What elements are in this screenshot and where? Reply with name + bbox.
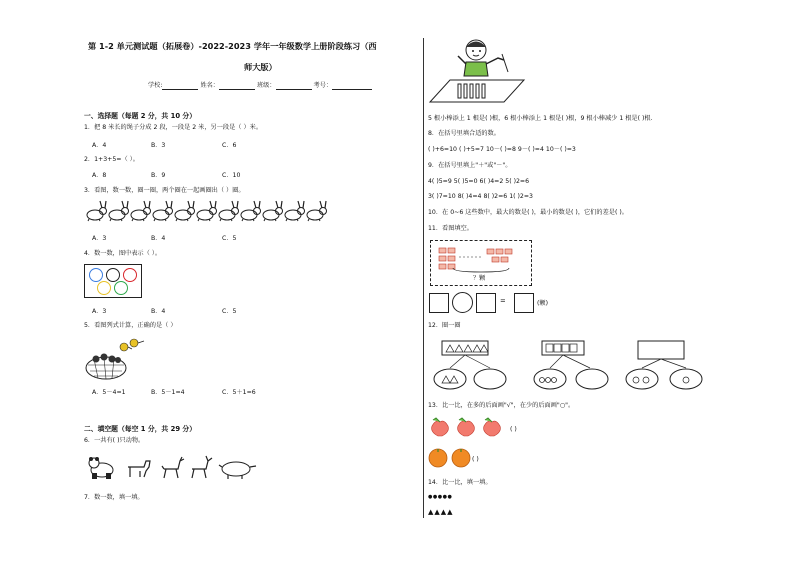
black-ring	[106, 268, 120, 282]
animals-image	[88, 455, 263, 481]
student-info-row	[148, 82, 372, 90]
section2-heading: 二、填空题（每空 1 分，共 29 分）	[84, 425, 197, 433]
school-blank[interactable]	[162, 82, 198, 90]
yellow-ring	[97, 281, 111, 295]
candy-question-label: ？颗	[473, 275, 486, 282]
name-blank[interactable]	[219, 82, 255, 90]
q14-triangles-row: ▲▲▲▲	[428, 508, 454, 516]
question-6: 6．一共有( )只动物。	[84, 437, 145, 444]
peaches-image	[428, 416, 508, 438]
question-5: 5．看图列式计算，正确的是（ ）	[84, 322, 177, 329]
question-1: 1．把 8 米长的绳子分成 2 段，一段是 2 米，另一段是（ ）米。	[84, 124, 263, 131]
oranges-image	[428, 447, 474, 469]
unit-label: (颗)	[537, 300, 549, 307]
question-14: 14．比一比，填一填。	[428, 479, 492, 486]
question-3: 3．看图，数一数，圈一圈，两个圈在一起画圈出（ ）圈。	[84, 187, 245, 194]
q4-option-c[interactable]: C．5	[222, 308, 237, 315]
q9-row2: 3( )7=10 8( )4=4 8( )2=6 1( )2=3	[428, 193, 533, 200]
rings-image	[84, 264, 142, 298]
question-7: 7．数一数，填一填。	[84, 494, 144, 501]
q1-option-b[interactable]: B．3	[151, 142, 166, 149]
question-12: 12．圈一圈	[428, 322, 461, 329]
q4-option-a[interactable]: A．3	[92, 308, 107, 315]
question-13: 13．比一比，在多的后面画"√"，在少的后面画"○"。	[428, 402, 575, 409]
q13-answer-oranges[interactable]: ( )	[472, 456, 479, 463]
q9-row1: 4( )5=9 5( )5=0 6( )4=2 5( )2=6	[428, 178, 530, 185]
q5-option-c[interactable]: C．5＋1=6	[222, 389, 256, 396]
question-4: 4．数一数，图中表示（ ）。	[84, 250, 162, 257]
id-label: 考号：	[313, 82, 333, 89]
q3-option-a[interactable]: A．3	[92, 235, 107, 242]
q1-option-c[interactable]: C．6	[222, 142, 237, 149]
q2-option-c[interactable]: C．10	[222, 172, 241, 179]
page-title-line1: 第 1-2 单元测试题（拓展卷）-2022-2023 学年一年级数学上册阶段练习（西	[88, 41, 377, 51]
school-label: 学校:	[148, 82, 163, 89]
section1-heading: 一、选择题（每题 2 分，共 10 分）	[84, 112, 197, 120]
q13-answer-peaches[interactable]: ( )	[510, 426, 517, 433]
question-9: 9．在括号里填上"＋"或"－"。	[428, 162, 512, 169]
q2-option-a[interactable]: A．8	[92, 172, 107, 179]
q14-dots-row: ●●●●●	[428, 494, 453, 500]
q8-equations: ( )+6=10 ( )+5=7 10－( )=8 9－( )=4 10－( )=3	[428, 146, 576, 153]
question-11: 11．看图填空。	[428, 225, 473, 232]
answer-square-2[interactable]	[476, 293, 496, 313]
question-8: 8．在括号里填合适的数。	[428, 130, 500, 137]
chicks-basket-image	[84, 335, 154, 383]
green-ring	[114, 281, 128, 295]
class-blank[interactable]	[276, 82, 312, 90]
equals-sign: =	[500, 297, 506, 305]
question-10: 10．在 0~6 这些数中，最大的数是( )，最小的数是( )，它们的差是( )。	[428, 209, 628, 216]
rabbits-image	[84, 200, 344, 224]
red-ring	[123, 268, 137, 282]
q4-option-b[interactable]: B．4	[151, 308, 166, 315]
blue-ring	[89, 268, 103, 282]
boy-sticks-image	[428, 38, 528, 108]
column-divider	[423, 38, 424, 518]
brace-icon	[451, 267, 511, 275]
q2-option-b[interactable]: B．9	[151, 172, 166, 179]
name-label: 姓名：	[200, 82, 219, 89]
answer-square-1[interactable]	[429, 293, 449, 313]
page-title-line2: 师大版）	[244, 62, 277, 72]
class-label: 班级：	[256, 82, 276, 89]
q3-option-b[interactable]: B．4	[151, 235, 166, 242]
candy-picture	[430, 240, 532, 286]
q3-option-c[interactable]: C．5	[222, 235, 237, 242]
id-blank[interactable]	[332, 82, 372, 90]
circle-groups-image	[430, 338, 720, 400]
q5-option-a[interactable]: A．5－4=1	[92, 389, 126, 396]
answer-circle[interactable]	[452, 292, 473, 313]
q7-fill-blanks: 5 根小棒添上 1 根是( )根，6 根小棒添上 1 根是( )根，9 根小棒减少 1 根是( )根.	[428, 115, 653, 122]
question-2: 2．1+3+5=（ ）。	[84, 156, 139, 163]
q5-option-b[interactable]: B．5－1=4	[151, 389, 185, 396]
answer-square-3[interactable]	[514, 293, 534, 313]
q1-option-a[interactable]: A．4	[92, 142, 107, 149]
